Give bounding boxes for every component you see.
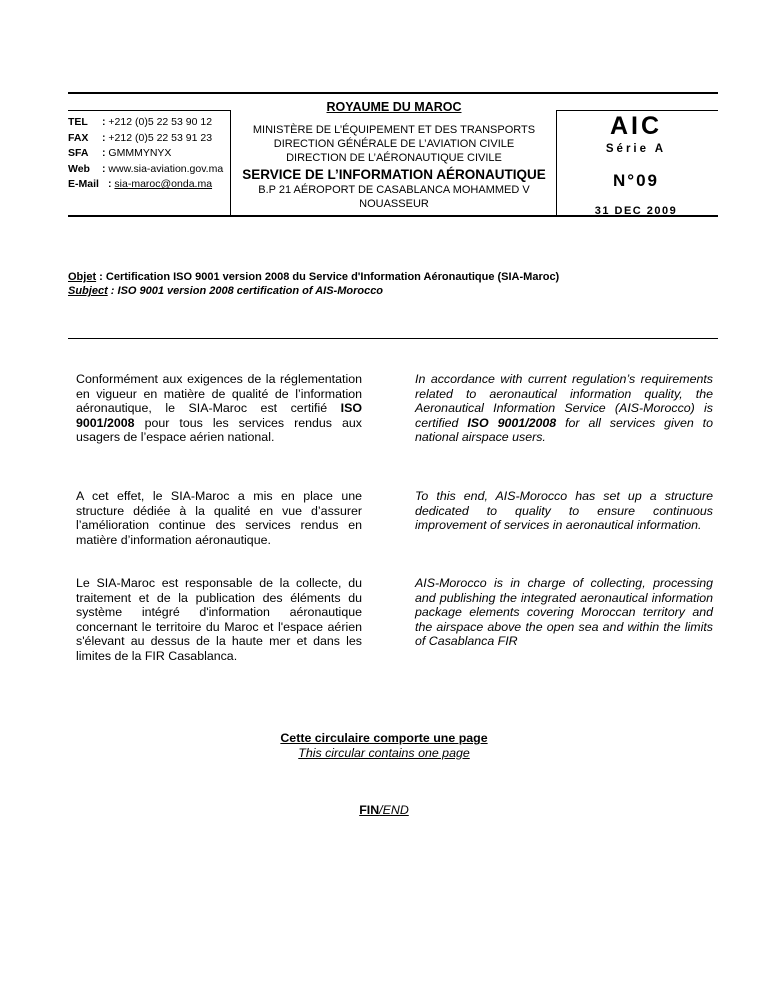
contact-fax: FAX : +212 (0)5 22 53 91 23 xyxy=(68,131,213,144)
contact-block xyxy=(68,115,230,193)
fr-paragraph-2: A cet effet, le SIA-Maroc a mis en place une structure dédiée à la qualité en vue d’assurer l’amélioration continue des services rendus en matière d’information aéronautique. xyxy=(76,489,362,547)
header-top-rule xyxy=(68,92,718,94)
ministry-line-1: MINISTÈRE DE L’ÉQUIPEMENT ET DES TRANSPORTS xyxy=(252,124,536,136)
service-title: SERVICE DE L’INFORMATION AÉRONAUTIQUE xyxy=(242,167,546,182)
ministry-line-3: DIRECTION DE L’AÉRONAUTIQUE CIVILE xyxy=(286,152,502,164)
contact-sfa: SFA : GMMMYNYX xyxy=(68,147,172,160)
en-paragraph-3: AIS-Morocco is in charge of collecting, processing and publishing the integrated aeronautical information package elements covering Moroccan territory and the airspace above the open sea and within the limits of Casablanca FIR xyxy=(415,576,713,649)
web-link[interactable]: www.sia-aviation.gov.ma xyxy=(108,162,224,175)
fr-paragraph-3: Le SIA-Maroc est responsable de la collecte, du traitement et de la publication des éléments du système intégré d'information aéronautique concernant le territoire du Maroc et l'espace aérien s'élevant au dessus de la haute mer et dans les limites de la FIR Casablanca. xyxy=(76,576,362,663)
address xyxy=(232,184,556,211)
page-count-en: This circular contains one page xyxy=(298,745,470,760)
aic-date: 31 DEC 2009 xyxy=(594,205,678,217)
aic-box-top-rule xyxy=(556,110,718,111)
aic-number: N°09 xyxy=(613,171,659,190)
contact-email: E-Mail : sia-maroc@onda.ma xyxy=(68,178,213,191)
fr-paragraph-1: Conformément aux exigences de la réglementation en vigueur en matière de qualité de l’information aéronautique, le SIA-Maroc est certifié ISO 9001/2008 pour tous les services rendus aux usagers de l’espace aérien national. xyxy=(76,372,362,445)
address-line-1: B.P 21 AÉROPORT DE CASABLANCA MOHAMMED V xyxy=(258,184,530,196)
contact-tel: TEL : +212 (0)5 22 53 90 12 xyxy=(68,116,213,128)
contact-web: Web : www.sia-aviation.gov.ma xyxy=(68,162,224,175)
ministry-line-2: DIRECTION GÉNÉRALE DE L’AVIATION CIVILE xyxy=(273,138,515,150)
contact-box-divider xyxy=(230,110,231,216)
email-link[interactable]: sia-maroc@onda.ma xyxy=(114,178,213,191)
aic-title: AIC xyxy=(609,112,663,140)
en-paragraph-2: To this end, AIS-Morocco has set up a structure dedicated to quality to ensure continuous improvement of services in aeronautical information. xyxy=(415,489,713,533)
kingdom-title: ROYAUME DU MAROC xyxy=(326,100,462,114)
page-count-note xyxy=(184,731,584,760)
issuer-block xyxy=(232,100,556,211)
end-marker: FIN/END xyxy=(359,803,409,817)
address-line-2: NOUASSEUR xyxy=(359,197,429,210)
objet-line: Objet : Certification ISO 9001 version 2008 du Service d'Information Aéronautique (SIA-Maroc) xyxy=(68,271,560,283)
aic-block xyxy=(556,112,716,217)
aic-serie: Série A xyxy=(605,143,667,155)
en-paragraph-1: In accordance with current regulation’s requirements related to aeronautical information quality, the Aeronautical Information Service (AIS-Morocco) is certified ISO 9001/2008 for all services given to national airspace users. xyxy=(415,372,714,445)
ministry-lines xyxy=(232,123,556,165)
page-count-fr: Cette circulaire comporte une page xyxy=(280,731,488,745)
subject-block xyxy=(68,270,728,298)
contact-box-top-rule xyxy=(68,110,230,111)
subject-line: Subject : ISO 9001 version 2008 certification of AIS-Morocco xyxy=(68,285,384,297)
subject-rule xyxy=(68,338,718,339)
